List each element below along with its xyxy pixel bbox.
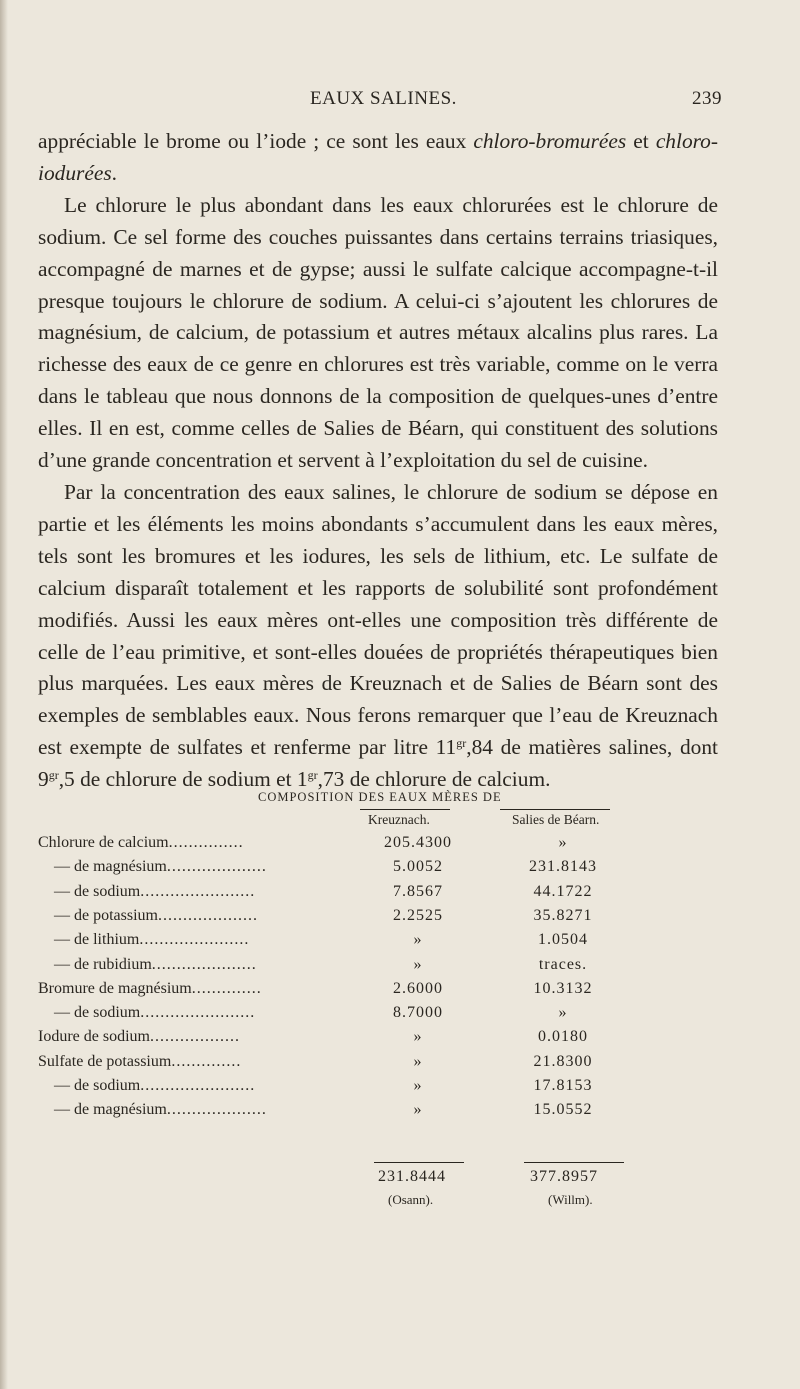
- table-row: [38, 907, 738, 930]
- row-label-text: — de rubidium: [54, 955, 152, 973]
- row-label-text: Sulfate de potassium: [38, 1052, 172, 1070]
- salies-value: 1.0504: [538, 931, 588, 949]
- page-number: 239: [692, 88, 722, 109]
- salies-value: 44.1722: [533, 882, 593, 900]
- leader-dots: ..............: [191, 979, 262, 997]
- italic-term: chloro-iodurées: [38, 129, 718, 185]
- salies-value: »: [558, 1004, 568, 1022]
- leader-dots: .....................: [151, 955, 257, 973]
- leader-dots: ..............: [171, 1052, 242, 1070]
- row-label-text: — de lithium: [54, 931, 140, 949]
- row-label-text: — de sodium: [54, 1004, 141, 1022]
- row-label: [38, 956, 257, 974]
- paragraph-2: [38, 190, 718, 477]
- total-salies: 377.8957: [530, 1168, 598, 1185]
- salies-value: 15.0552: [533, 1101, 593, 1119]
- paragraph-3: [38, 477, 718, 796]
- text-run: ,84 de matières salines, dont 9: [38, 735, 718, 792]
- kreuznach-value: »: [413, 1028, 423, 1046]
- row-label: [38, 1077, 255, 1095]
- row-label-text: — de sodium: [54, 1077, 141, 1094]
- leader-dots: ....................: [166, 1101, 267, 1119]
- kreuznach-value: 2.6000: [393, 979, 443, 997]
- unit-superscript: gr: [48, 768, 59, 783]
- caption-underline: [360, 809, 450, 810]
- kreuznach-value: »: [413, 955, 423, 973]
- body-text: [38, 126, 718, 796]
- leader-dots: .......................: [140, 1004, 256, 1022]
- unit-superscript: gr: [456, 736, 467, 751]
- table-row: [38, 980, 738, 1003]
- text-run: ,5 de chlorure de sodium et 1: [58, 767, 308, 792]
- column-header-salies: Salies de Béarn.: [512, 812, 600, 827]
- unit-superscript: gr: [307, 768, 318, 783]
- running-title: EAUX SALINES.: [310, 88, 457, 109]
- leader-dots: ...............: [168, 834, 244, 851]
- row-label-text: — de potassium: [54, 906, 158, 924]
- salies-value: 231.8143: [529, 858, 597, 876]
- salies-value: »: [558, 834, 568, 851]
- row-label-text: — de magnésium: [54, 858, 167, 876]
- table-row: [38, 1004, 738, 1027]
- leader-dots: ......................: [139, 931, 250, 949]
- table-row: [38, 883, 738, 906]
- salies-value: 0.0180: [538, 1028, 588, 1046]
- row-label: [38, 1004, 255, 1022]
- paragraph-1: [38, 126, 718, 190]
- salies-value: 17.8153: [533, 1077, 593, 1094]
- row-label-text: — de sodium: [54, 882, 141, 900]
- leader-dots: .......................: [140, 1077, 256, 1094]
- kreuznach-value: 2.2525: [393, 906, 443, 924]
- row-label: [38, 907, 258, 925]
- text-run: et: [626, 129, 656, 153]
- total-kreuznach: 231.8444: [378, 1168, 446, 1185]
- row-label-text: Bromure de magnésium: [38, 979, 192, 997]
- table-row: [38, 858, 738, 881]
- leader-dots: ..................: [149, 1028, 240, 1046]
- leader-dots: .......................: [140, 882, 256, 900]
- kreuznach-value: »: [413, 1101, 423, 1119]
- kreuznach-value: 5.0052: [393, 858, 443, 876]
- row-label: [38, 980, 262, 998]
- salies-value: 21.8300: [533, 1052, 593, 1070]
- column-header-kreuznach: Kreuznach.: [368, 812, 430, 827]
- row-label: [38, 931, 249, 949]
- text-run: ,73 de chlorure de calcium.: [317, 767, 551, 792]
- text-run: Par la concentration des eaux salines, le chlorure de sodium se dépose en partie et les éléments les moins abondants s’accumulent dans les eaux mères, tels sont les bromures et les iodures, les sels de lithium, etc. Le sulfate de calcium disparaît totalement et les rapports de solubilité sont profondément modifiés. Aussi les eaux mères ont-elles une composition très différente de celle de l’eau primitive, et sont-elles douées de propriétés thérapeutiques bien plus marquées. Les eaux mères de Kreuznach et de Salies de Béarn sont des exemples de semblables eaux. Nous ferons remarquer que l’eau de Kreuznach est exempte de sulfates et renferme par litre 11: [38, 479, 718, 760]
- kreuznach-value: 7.8567: [393, 882, 443, 900]
- source-kreuznach: (Osann).: [388, 1192, 434, 1207]
- text-run: Le chlorure le plus abondant dans les eaux chlorurées est le chlorure de sodium. Ce sel forme des couches puissantes dans certains terrains triasiques, accompagné de marnes et de gypse; aussi le sulfate calcique accompagne-t-il presque toujours le chlorure de sodium. A celui-ci s’ajoutent les chlorures de magnésium, de calcium, de potassium et autres métaux alcalins plus rares. La richesse des eaux de ce genre en chlorures est très variable, comme on le verra dans le tableau que nous donnons de la composition de quelques-unes d’entre elles. Il en est, comme celles de Salies de Béarn, qui constituent des solutions d’une grande concentration et servent à l’exploitation du sel de cuisine.: [38, 192, 718, 473]
- table-row: [38, 1028, 738, 1051]
- leader-dots: ....................: [158, 906, 258, 924]
- table-row: [38, 931, 738, 954]
- running-header: [0, 88, 800, 112]
- table-row: [38, 834, 738, 857]
- leader-dots: ....................: [166, 858, 267, 876]
- caption-underline: [500, 809, 610, 810]
- table-row: [38, 956, 738, 979]
- kreuznach-value: 205.4300: [384, 834, 452, 851]
- kreuznach-value: 8.7000: [393, 1004, 443, 1022]
- kreuznach-value: »: [413, 931, 423, 949]
- kreuznach-value: »: [413, 1077, 423, 1094]
- row-label: [38, 883, 255, 901]
- table-row: [38, 1101, 738, 1124]
- row-label-text: Iodure de sodium: [38, 1028, 150, 1046]
- italic-term: chloro-bromurées: [473, 129, 627, 153]
- kreuznach-value: »: [413, 1052, 423, 1070]
- row-label-text: Chlorure de calcium: [38, 834, 169, 851]
- salies-value: traces.: [538, 955, 588, 973]
- table-row: [38, 1053, 738, 1076]
- table-caption: COMPOSITION DES EAUX MÈRES DE: [258, 790, 502, 804]
- total-rule-salies: [524, 1162, 624, 1163]
- text-run: appréciable le brome ou l’iode ; ce sont les eaux: [38, 129, 474, 153]
- salies-value: 35.8271: [533, 906, 593, 924]
- page-edge-shadow: [0, 0, 8, 1389]
- row-label: [38, 858, 267, 876]
- total-rule-kreuznach: [374, 1162, 464, 1163]
- text-run: .: [111, 160, 118, 185]
- row-label: [38, 1101, 267, 1119]
- table-row: [38, 1077, 738, 1100]
- salies-value: 10.3132: [533, 979, 593, 997]
- row-label: [38, 1028, 240, 1046]
- row-label-text: — de magnésium: [54, 1101, 167, 1119]
- row-label: [38, 1053, 241, 1071]
- source-salies: (Willm).: [548, 1192, 593, 1207]
- row-label: [38, 834, 244, 852]
